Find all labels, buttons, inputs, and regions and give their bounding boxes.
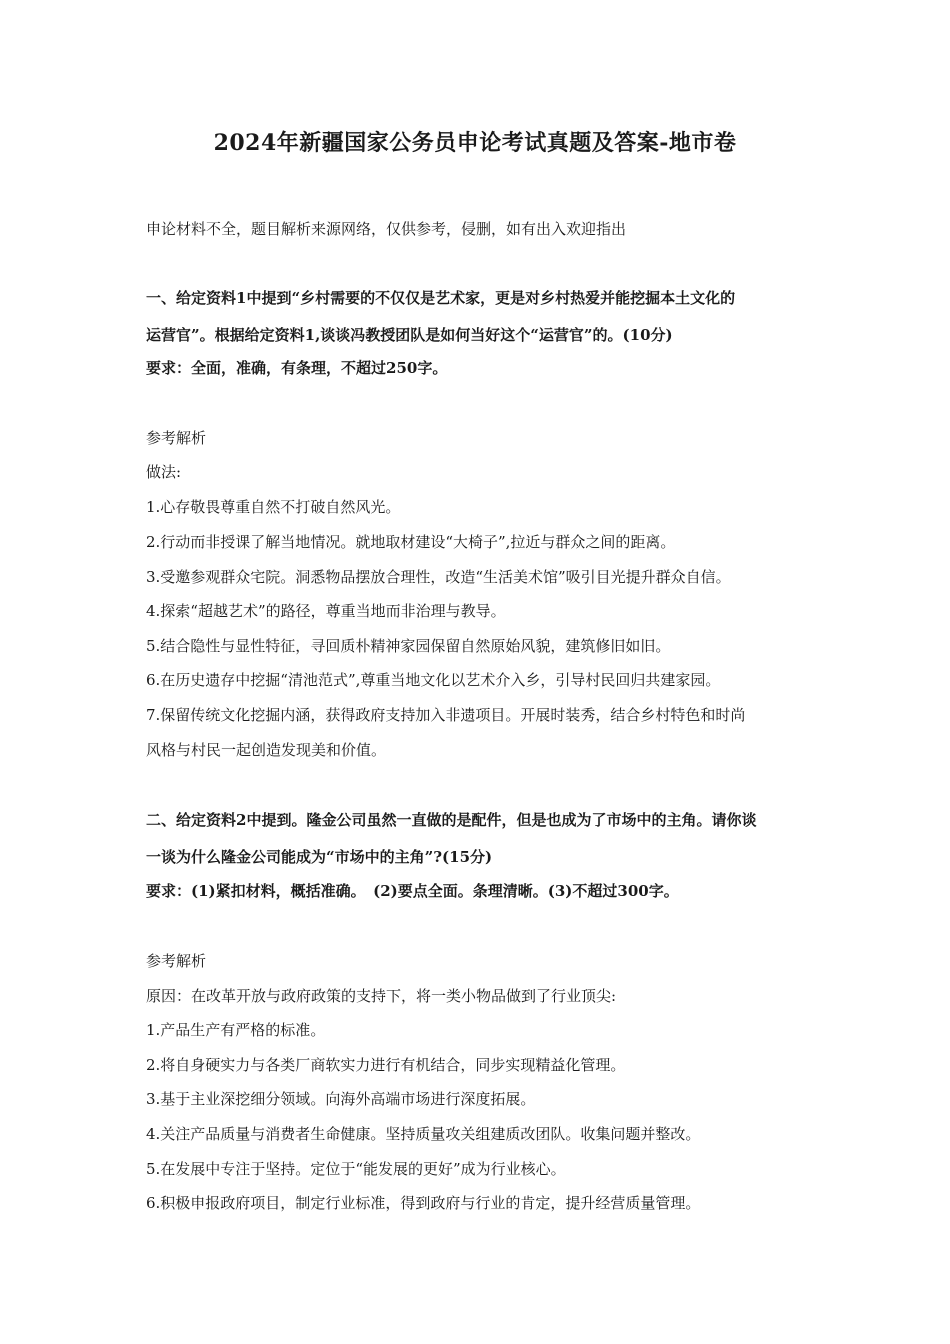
question-2-item: 2.将自身硬实力与各类厂商软实力进行有机结合，同步实现精益化管理。: [146, 1056, 626, 1074]
question-2-item: 5.在发展中专注于坚持。定位于“能发展的更好”成为行业核心。: [146, 1160, 566, 1178]
question-1-item: 6.在历史遗存中挖掘“清池范式”,尊重当地文化以艺术介入乡，引导村民回归共建家园。: [146, 671, 721, 689]
question-1-item: 7.保留传统文化挖掘内涵，获得政府支持加入非遗项目。开展时装秀，结合乡村特色和时尚: [146, 706, 746, 724]
question-2-item: 1.产品生产有严格的标准。: [146, 1021, 326, 1039]
question-1-item: 4.探索“超越艺术”的路径，尊重当地而非治理与教导。: [146, 602, 506, 620]
question-1-item: 5.结合隐性与显性特征，寻回质朴精神家园保留自然原始风貌，建筑修旧如旧。: [146, 637, 671, 655]
question-2-requirement: 要求：(1)紧扣材料，概括准确。 (2)要点全面。条理清晰。(3)不超过300字。: [146, 882, 679, 900]
question-1-requirement: 要求：全面，准确，有条理，不超过250字。: [146, 359, 448, 377]
question-2-item: 3.基于主业深挖细分领域。向海外高端市场进行深度拓展。: [146, 1090, 536, 1108]
question-2-reason-label: 原因：在改革开放与政府政策的支持下，将一类小物品做到了行业顶尖:: [146, 987, 617, 1005]
question-1-item: 风格与村民一起创造发现美和价值。: [146, 741, 387, 759]
question-1-method-label: 做法:: [146, 463, 182, 481]
question-1-line-2: 运营官”。根据给定资料1,谈谈冯教授团队是如何当好这个“运营官”的。(10分): [146, 326, 673, 344]
question-1-item: 2.行动而非授课了解当地情况。就地取材建设“大椅子”,拉近与群众之间的距离。: [146, 533, 676, 551]
question-2-line-1: 二、给定资料2中提到。隆金公司虽然一直做的是配件，但是也成为了市场中的主角。请你谈: [146, 811, 757, 829]
question-1-item: 3.受邀参观群众宅院。洞悉物品摆放合理性，改造“生活美术馆”吸引目光提升群众自信。: [146, 568, 731, 586]
question-2-item: 4.关注产品质量与消费者生命健康。坚持质量攻关组建质改团队。收集问题并整改。: [146, 1125, 701, 1143]
question-2-item: 6.积极申报政府项目，制定行业标准，得到政府与行业的肯定，提升经营质量管理。: [146, 1194, 701, 1212]
question-2-line-2: 一谈为什么隆金公司能成为“市场中的主角”?(15分): [146, 848, 493, 866]
question-1-analysis-label: 参考解析: [146, 429, 207, 447]
question-1-item: 1.心存敬畏尊重自然不打破自然风光。: [146, 498, 401, 516]
question-2-analysis-label: 参考解析: [146, 952, 207, 970]
question-1-line-1: 一、给定资料1中提到“乡村需要的不仅仅是艺术家，更是对乡村热爱并能挖掘本土文化的: [146, 289, 736, 307]
intro-note: 申论材料不全，题目解析来源网络，仅供参考，侵删，如有出入欢迎指出: [146, 220, 627, 238]
document-title: 2024年新疆国家公务员申论考试真题及答案-地市卷: [213, 130, 737, 156]
